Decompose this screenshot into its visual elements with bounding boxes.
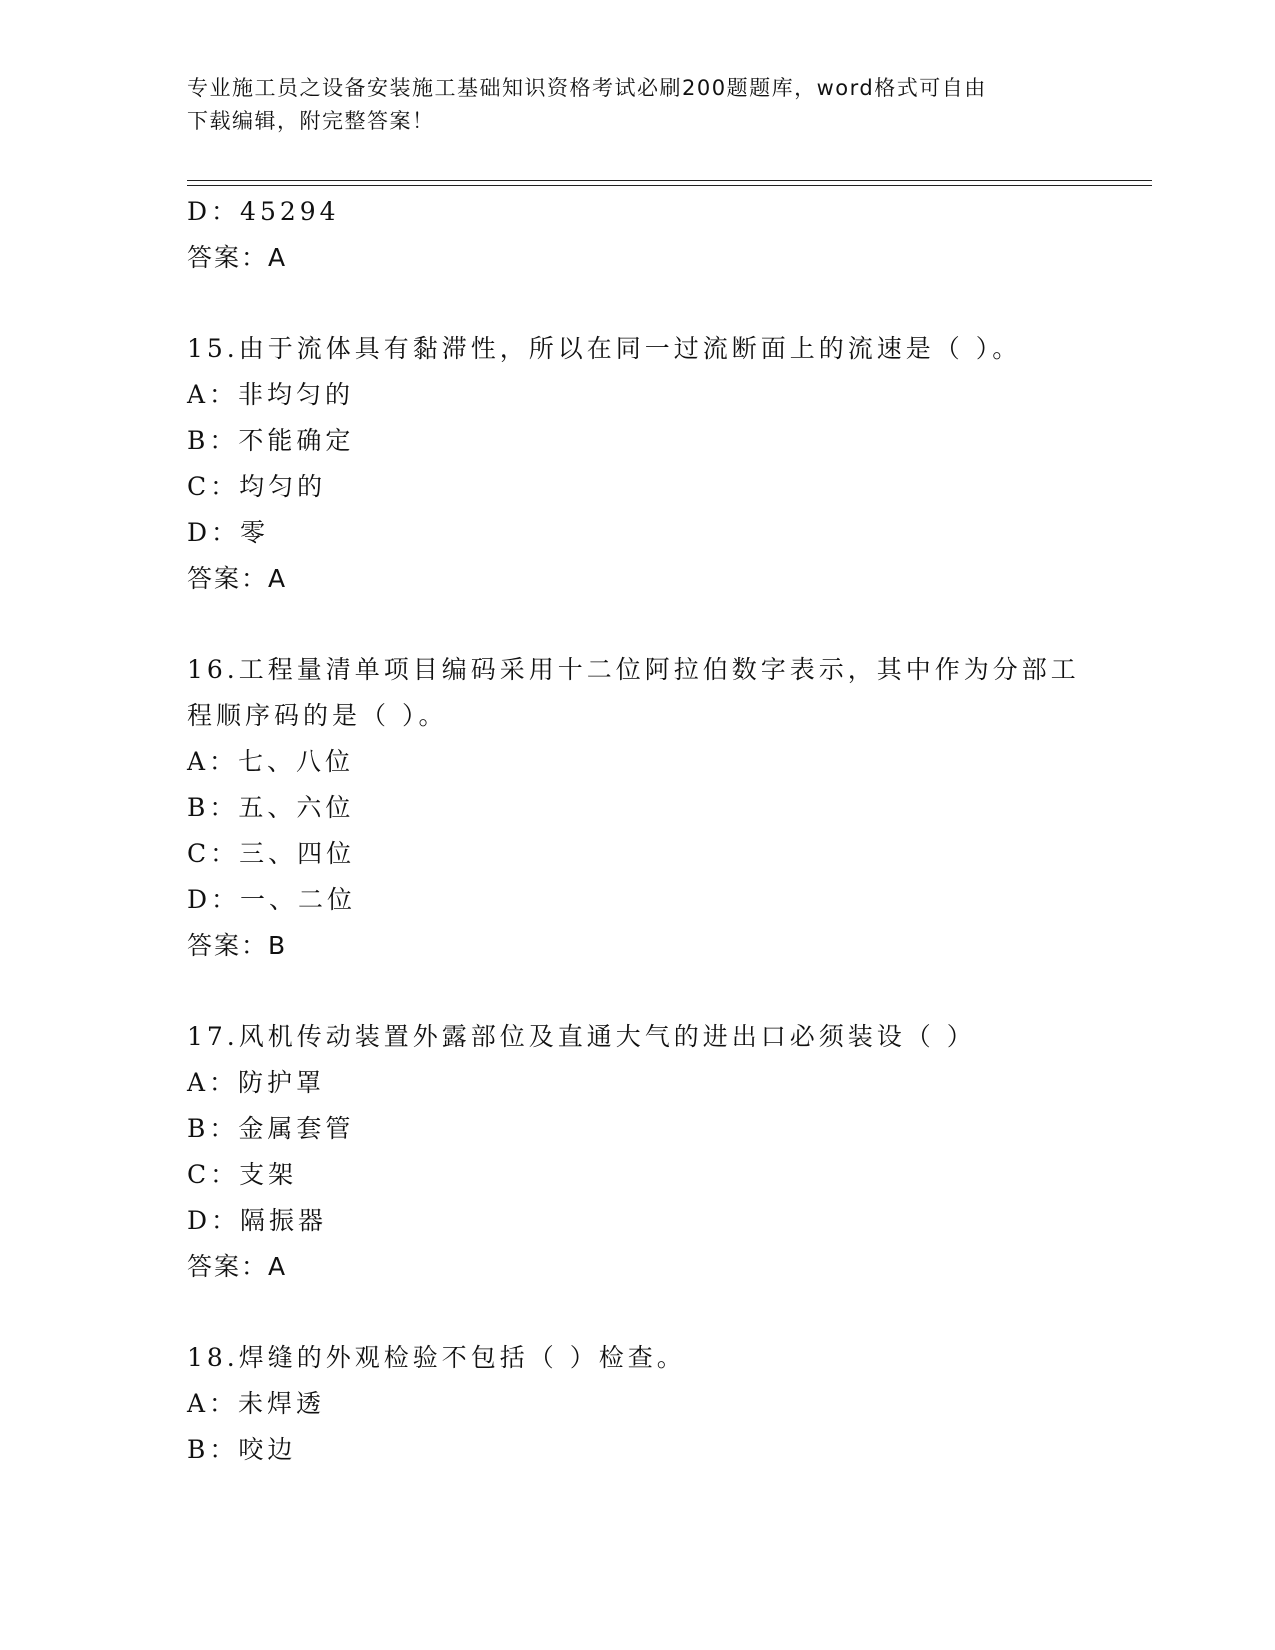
question-15-option-d: D：零 — [187, 518, 270, 547]
question-17-option-a: A：防护罩 — [187, 1068, 326, 1097]
prev-option-d: D：45294 — [187, 197, 340, 226]
question-15-option-c: C：均匀的 — [187, 472, 327, 501]
header-line-1: 专业施工员之设备安装施工基础知识资格考试必刷200题题库，word格式可自由 — [187, 76, 987, 100]
question-16-option-c: C：三、四位 — [187, 839, 356, 868]
header-divider-top — [187, 180, 1152, 181]
question-16-text-line-2: 程顺序码的是（ ）。 — [187, 701, 448, 730]
question-15-text: 15.由于流体具有黏滞性，所以在同一过流断面上的流速是（ ）。 — [187, 334, 1022, 363]
question-16-option-b: B：五、六位 — [187, 793, 355, 822]
question-list — [187, 189, 1087, 1473]
question-15 — [187, 326, 1087, 602]
question-16-option-a: A：七、八位 — [187, 747, 355, 776]
question-15-option-b: B：不能确定 — [187, 426, 355, 455]
spacer — [187, 1290, 1087, 1335]
question-18-option-a: A：未焊透 — [187, 1389, 326, 1418]
header-divider-bottom — [187, 185, 1152, 186]
prev-answer: 答案：A — [187, 243, 288, 272]
question-17 — [187, 1014, 1087, 1290]
question-18-text: 18.焊缝的外观检验不包括（ ）检查。 — [187, 1343, 686, 1372]
question-16-text-line-1: 16.工程量清单项目编码采用十二位阿拉伯数字表示，其中作为分部工 — [187, 655, 1080, 684]
question-16 — [187, 647, 1087, 969]
question-16-answer: 答案：B — [187, 931, 288, 960]
question-17-option-b: B：金属套管 — [187, 1114, 355, 1143]
question-18-option-b: B：咬边 — [187, 1435, 297, 1464]
spacer — [187, 602, 1087, 647]
question-17-option-c: C：支架 — [187, 1160, 298, 1189]
question-17-answer: 答案：A — [187, 1252, 288, 1281]
question-15-option-a: A：非均匀的 — [187, 380, 355, 409]
question-18 — [187, 1335, 1087, 1473]
question-16-option-d: D：一、二位 — [187, 885, 357, 914]
question-15-answer: 答案：A — [187, 564, 288, 593]
spacer — [187, 969, 1087, 1014]
question-17-option-d: D：隔振器 — [187, 1206, 328, 1235]
header-line-2: 下载编辑，附完整答案！ — [187, 109, 435, 133]
question-17-text: 17.风机传动装置外露部位及直通大气的进出口必须装设（ ） — [187, 1022, 976, 1051]
spacer — [187, 281, 1087, 326]
page-header — [187, 72, 1087, 138]
